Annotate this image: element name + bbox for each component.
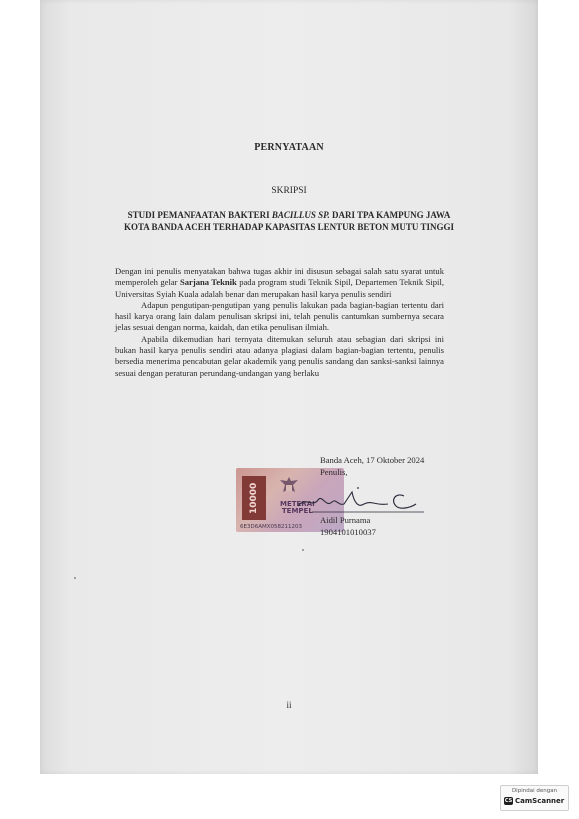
watermark-caption: Dipindai dengan [511,788,558,794]
watermark-brand-name: CamScanner [515,797,565,805]
thesis-title-species: BACILLUS SP. [271,210,330,220]
signature-block [320,455,520,537]
signer [320,515,376,538]
paragraph-1-a: Dengan ini penulis menyatakan bahwa tugas akhir ini disusun sebagai salah satu syarat untuk memperoleh gelar [115,266,444,288]
camscanner-logo-icon: CS [504,798,513,804]
place-date: Banda Aceh, 17 Oktober 2024 [320,455,425,465]
scan-speck [302,549,304,551]
document-type-label: SKRIPSI [271,186,307,196]
stamp-value: 10000 [242,476,266,520]
thesis-title-part1: STUDI PEMANFAATAN BAKTERI [127,210,272,220]
stamp-code: 6E3D6AMX058211203 [240,524,302,530]
handwritten-signature [292,478,432,518]
page-number: ii [286,700,292,710]
paragraph-2: Adapun pengutipan-pengutipan yang penulis lakukan pada bagian-bagian tertentu dari hasil karya orang lain dalam penulisan skripsi ini, telah penulis cantumkan sumbernya secara jelas sesuai dengan norma, kaidah, dan etika penulisan ilmiah. [115,299,444,333]
watermark-brand [504,797,564,805]
signer-name: Aidil Purnama [320,515,371,525]
scanned-page [40,0,538,774]
camscanner-watermark [500,785,569,811]
scan-speck [74,577,76,579]
stamp-label-line2: TEMPEL [281,507,313,515]
thesis-title-part2: DARI TPA KAMPUNG JAWA KOTA BANDA ACEH TERHADAP KAPASITAS LENTUR BETON MUTU TINGGI [123,210,455,232]
paragraph-1-b: pada program studi Teknik Sipil, Departemen Teknik Sipil, Universitas Syiah Kuala adalah benar dan merupakan hasil karya penulis sendiri [115,277,444,299]
statement-body [115,266,444,379]
writer-label: Penulis, [320,466,348,477]
stamp-label-line1: METERAI [280,500,315,508]
paragraph-3: Apabila dikemudian hari ternyata ditemukan seluruh atau sebagian dari skripsi ini bukan hasil karya penulis sendiri atau adanya plagiasi dalam bagian-bagian tertentu, penulis bersedia menerima pencabutan gelar akademik yang penulis sandang dan sanksi-sanksi lainnya sesuai dengan peraturan perundang-undangan yang berlaku [115,333,444,378]
thesis-title [122,209,456,233]
signer-student-id: 1904101010037 [320,526,376,537]
paragraph-1 [115,266,444,300]
degree-name: Sarjana Teknik [179,277,237,288]
page-title: PERNYATAAN [254,142,324,153]
